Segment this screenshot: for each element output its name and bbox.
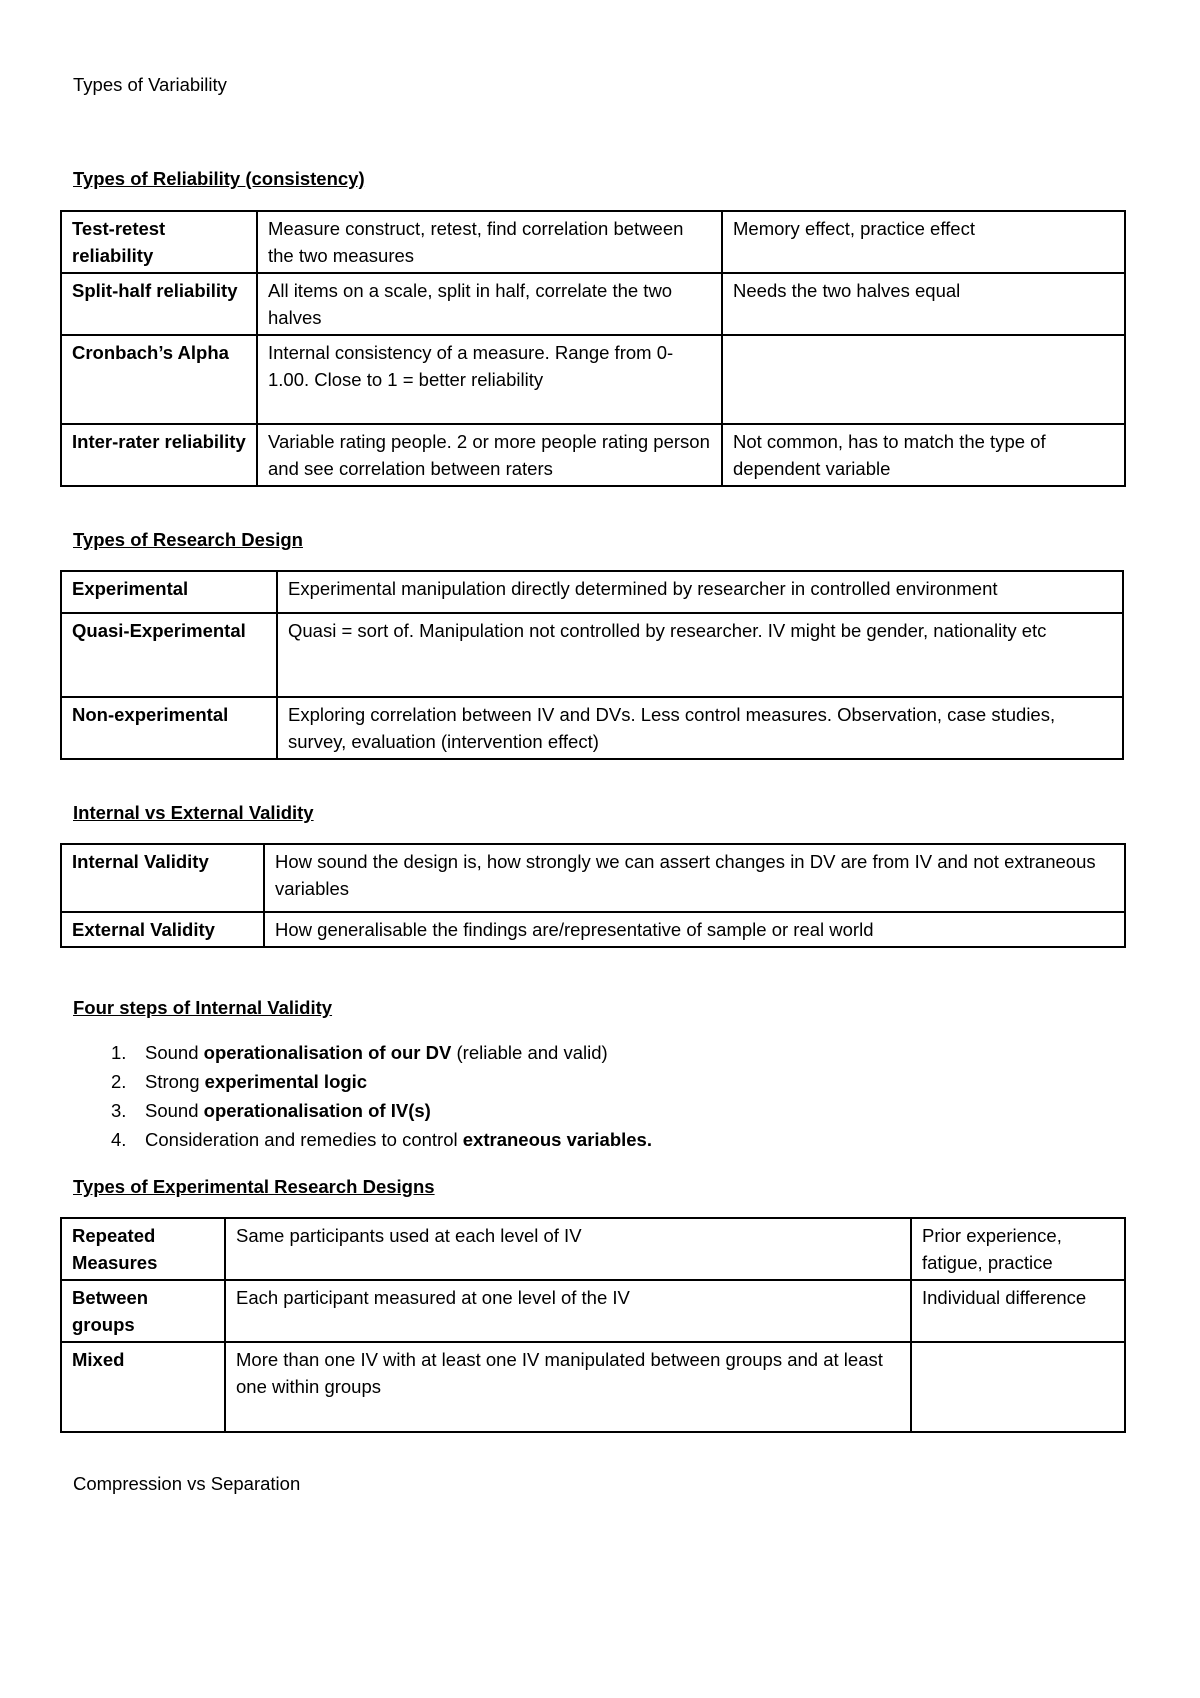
reliability-description: All items on a scale, split in half, correlate the two halves bbox=[257, 273, 722, 335]
reliability-table bbox=[60, 210, 1126, 487]
experimental-design-term: Repeated Measures bbox=[61, 1218, 225, 1280]
step-text-bold: extraneous variables. bbox=[462, 1129, 652, 1150]
experimental-design-description: More than one IV with at least one IV manipulated between groups and at least one within groups bbox=[225, 1342, 911, 1432]
reliability-term: Test-retest reliability bbox=[61, 211, 257, 273]
experimental-design-note: Prior experience, fatigue, practice bbox=[911, 1218, 1125, 1280]
reliability-term: Cronbach’s Alpha bbox=[61, 335, 257, 424]
step-text: (reliable and valid) bbox=[451, 1042, 608, 1063]
step-text: Sound bbox=[145, 1100, 204, 1121]
step-text-bold: operationalisation of IV(s) bbox=[203, 1100, 431, 1121]
validity-description: How generalisable the findings are/representative of sample or real world bbox=[264, 912, 1125, 947]
four-steps-heading: Four steps of Internal Validity bbox=[73, 997, 333, 1018]
research-design-table bbox=[60, 570, 1124, 760]
experimental-design-term: Between groups bbox=[61, 1280, 225, 1342]
reliability-note: Not common, has to match the type of dependent variable bbox=[722, 424, 1125, 486]
research-design-description: Quasi = sort of. Manipulation not controlled by researcher. IV might be gender, nationality etc bbox=[277, 613, 1123, 697]
experimental-design-description: Same participants used at each level of IV bbox=[225, 1218, 911, 1280]
validity-term: Internal Validity bbox=[61, 844, 264, 912]
research-design-heading: Types of Research Design bbox=[73, 529, 303, 550]
reliability-term: Inter-rater reliability bbox=[61, 424, 257, 486]
validity-term: External Validity bbox=[61, 912, 264, 947]
step-text: Sound bbox=[145, 1042, 204, 1063]
table-row bbox=[61, 424, 1125, 486]
table-row bbox=[61, 211, 1125, 273]
table-row bbox=[61, 1342, 1125, 1432]
reliability-note: Needs the two halves equal bbox=[722, 273, 1125, 335]
list-item bbox=[73, 1038, 652, 1067]
list-number: 1. bbox=[111, 1042, 127, 1063]
list-item bbox=[73, 1125, 652, 1154]
table-row bbox=[61, 844, 1125, 912]
table-row bbox=[61, 335, 1125, 424]
table-row bbox=[61, 613, 1123, 697]
reliability-term: Split-half reliability bbox=[61, 273, 257, 335]
experimental-designs-heading: Types of Experimental Research Designs bbox=[73, 1176, 435, 1197]
reliability-heading: Types of Reliability (consistency) bbox=[73, 168, 365, 189]
list-number: 3. bbox=[111, 1100, 127, 1121]
experimental-design-note: Individual difference bbox=[911, 1280, 1125, 1342]
experimental-designs-table bbox=[60, 1217, 1126, 1433]
step-text: Strong bbox=[145, 1071, 205, 1092]
research-design-description: Exploring correlation between IV and DVs. Less control measures. Observation, case studies, survey, evaluation (intervention effect) bbox=[277, 697, 1123, 759]
table-row bbox=[61, 697, 1123, 759]
reliability-note bbox=[722, 335, 1125, 424]
four-steps-list bbox=[73, 1038, 652, 1154]
validity-table bbox=[60, 843, 1126, 948]
list-item bbox=[73, 1096, 652, 1125]
reliability-note: Memory effect, practice effect bbox=[722, 211, 1125, 273]
footer-text: Compression vs Separation bbox=[73, 1473, 301, 1494]
validity-description: How sound the design is, how strongly we can assert changes in DV are from IV and not extraneous variables bbox=[264, 844, 1125, 912]
research-design-term: Non-experimental bbox=[61, 697, 277, 759]
table-row bbox=[61, 1218, 1125, 1280]
reliability-description: Measure construct, retest, find correlation between the two measures bbox=[257, 211, 722, 273]
step-text: Consideration and remedies to control bbox=[145, 1129, 463, 1150]
experimental-design-term: Mixed bbox=[61, 1342, 225, 1432]
list-number: 4. bbox=[111, 1129, 127, 1150]
experimental-design-note bbox=[911, 1342, 1125, 1432]
reliability-description: Internal consistency of a measure. Range from 0-1.00. Close to 1 = better reliability bbox=[257, 335, 722, 424]
table-row bbox=[61, 273, 1125, 335]
list-number: 2. bbox=[111, 1071, 127, 1092]
experimental-design-description: Each participant measured at one level of the IV bbox=[225, 1280, 911, 1342]
table-row bbox=[61, 912, 1125, 947]
document-title: Types of Variability bbox=[73, 74, 227, 95]
research-design-term: Experimental bbox=[61, 571, 277, 613]
table-row bbox=[61, 571, 1123, 613]
table-row bbox=[61, 1280, 1125, 1342]
research-design-term: Quasi-Experimental bbox=[61, 613, 277, 697]
list-item bbox=[73, 1067, 652, 1096]
reliability-description: Variable rating people. 2 or more people rating person and see correlation between raters bbox=[257, 424, 722, 486]
validity-heading: Internal vs External Validity bbox=[73, 802, 314, 823]
step-text-bold: experimental logic bbox=[204, 1071, 368, 1092]
research-design-description: Experimental manipulation directly determined by researcher in controlled environment bbox=[277, 571, 1123, 613]
step-text-bold: operationalisation of our DV bbox=[203, 1042, 452, 1063]
